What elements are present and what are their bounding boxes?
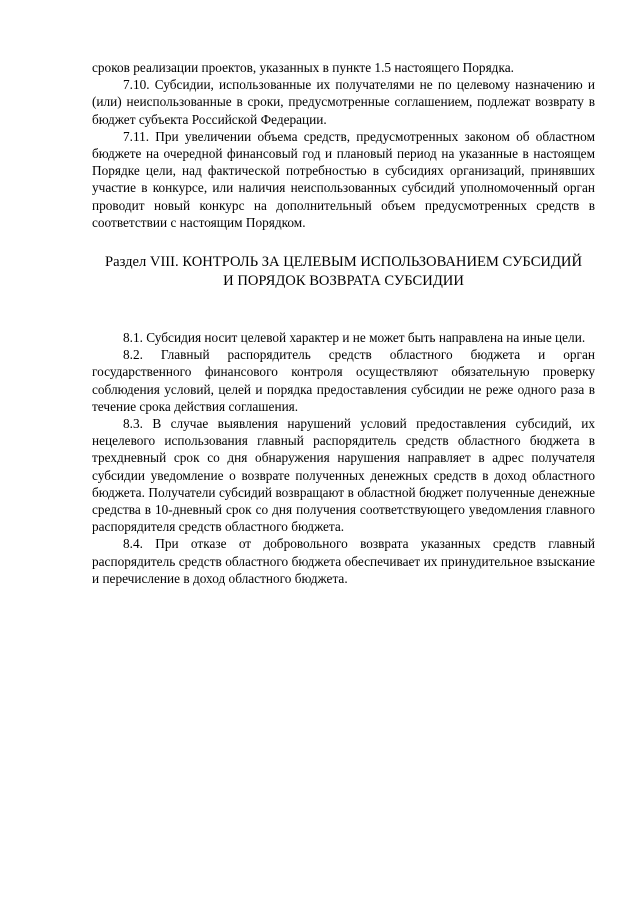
paragraph-7-11: 7.11. При увеличении объема средств, предусмотренных законом об областном бюджете на очередной финансовый год и плановый период на указанные в настоящем Порядке цели, над фактической потребностью в субсидиях организаций, принявших участие в конкурсе, или наличия неиспользованных субсидий уполномоченный орган проводит новый конкурс на дополнительный объем предусмотренных средств в соответствии с настоящим Порядком.: [92, 128, 595, 230]
continuation-paragraph: сроков реализации проектов, указанных в пункте 1.5 настоящего Порядка.: [92, 60, 514, 75]
section-heading-line-1: Раздел VIII. КОНТРОЛЬ ЗА ЦЕЛЕВЫМ ИСПОЛЬЗОВАНИЕМ СУБСИДИЙ: [104, 254, 583, 271]
paragraph-8-2: 8.2. Главный распорядитель средств областного бюджета и орган государственного финансового контроля осуществляют обязательную проверку соблюдения условий, целей и порядка предоставления субсидии не реже одного раза в течение срока действия соглашения.: [92, 347, 595, 414]
section-heading-line-2: И ПОРЯДОК ВОЗВРАТА СУБСИДИИ: [223, 273, 464, 290]
paragraph-7-10: 7.10. Субсидии, использованные их получателями не по целевому назначению и (или) неиспользованные в сроки, предусмотренные соглашением, подлежат возврату в бюджет субъекта Российской Федерации.: [92, 77, 595, 127]
paragraph-8-4: 8.4. При отказе от добровольного возврата указанных средств главный распорядитель средств областного бюджета обеспечивает их принудительное взыскание и перечисление в доход областного бюджета.: [92, 536, 595, 586]
paragraph-8-3: 8.3. В случае выявления нарушений условий предоставления субсидий, их нецелевого использования главный распорядитель средств областного бюджета в трехдневный срок со дня обнаружения нарушения направляет в адрес получателя субсидии уведомление о возврате полученных денежных средств в доход областного бюджета. Получатели субсидий возвращают в областной бюджет полученные денежные средства в 10-дневный срок со дня получения соответствующего уведомления главного распорядителя средств областного бюджета.: [92, 416, 595, 535]
section-heading: [92, 253, 595, 291]
document-page: [92, 59, 595, 587]
section-body: [92, 329, 595, 587]
paragraph-8-1: 8.1. Субсидия носит целевой характер и не может быть направлена на иные цели.: [123, 330, 586, 346]
